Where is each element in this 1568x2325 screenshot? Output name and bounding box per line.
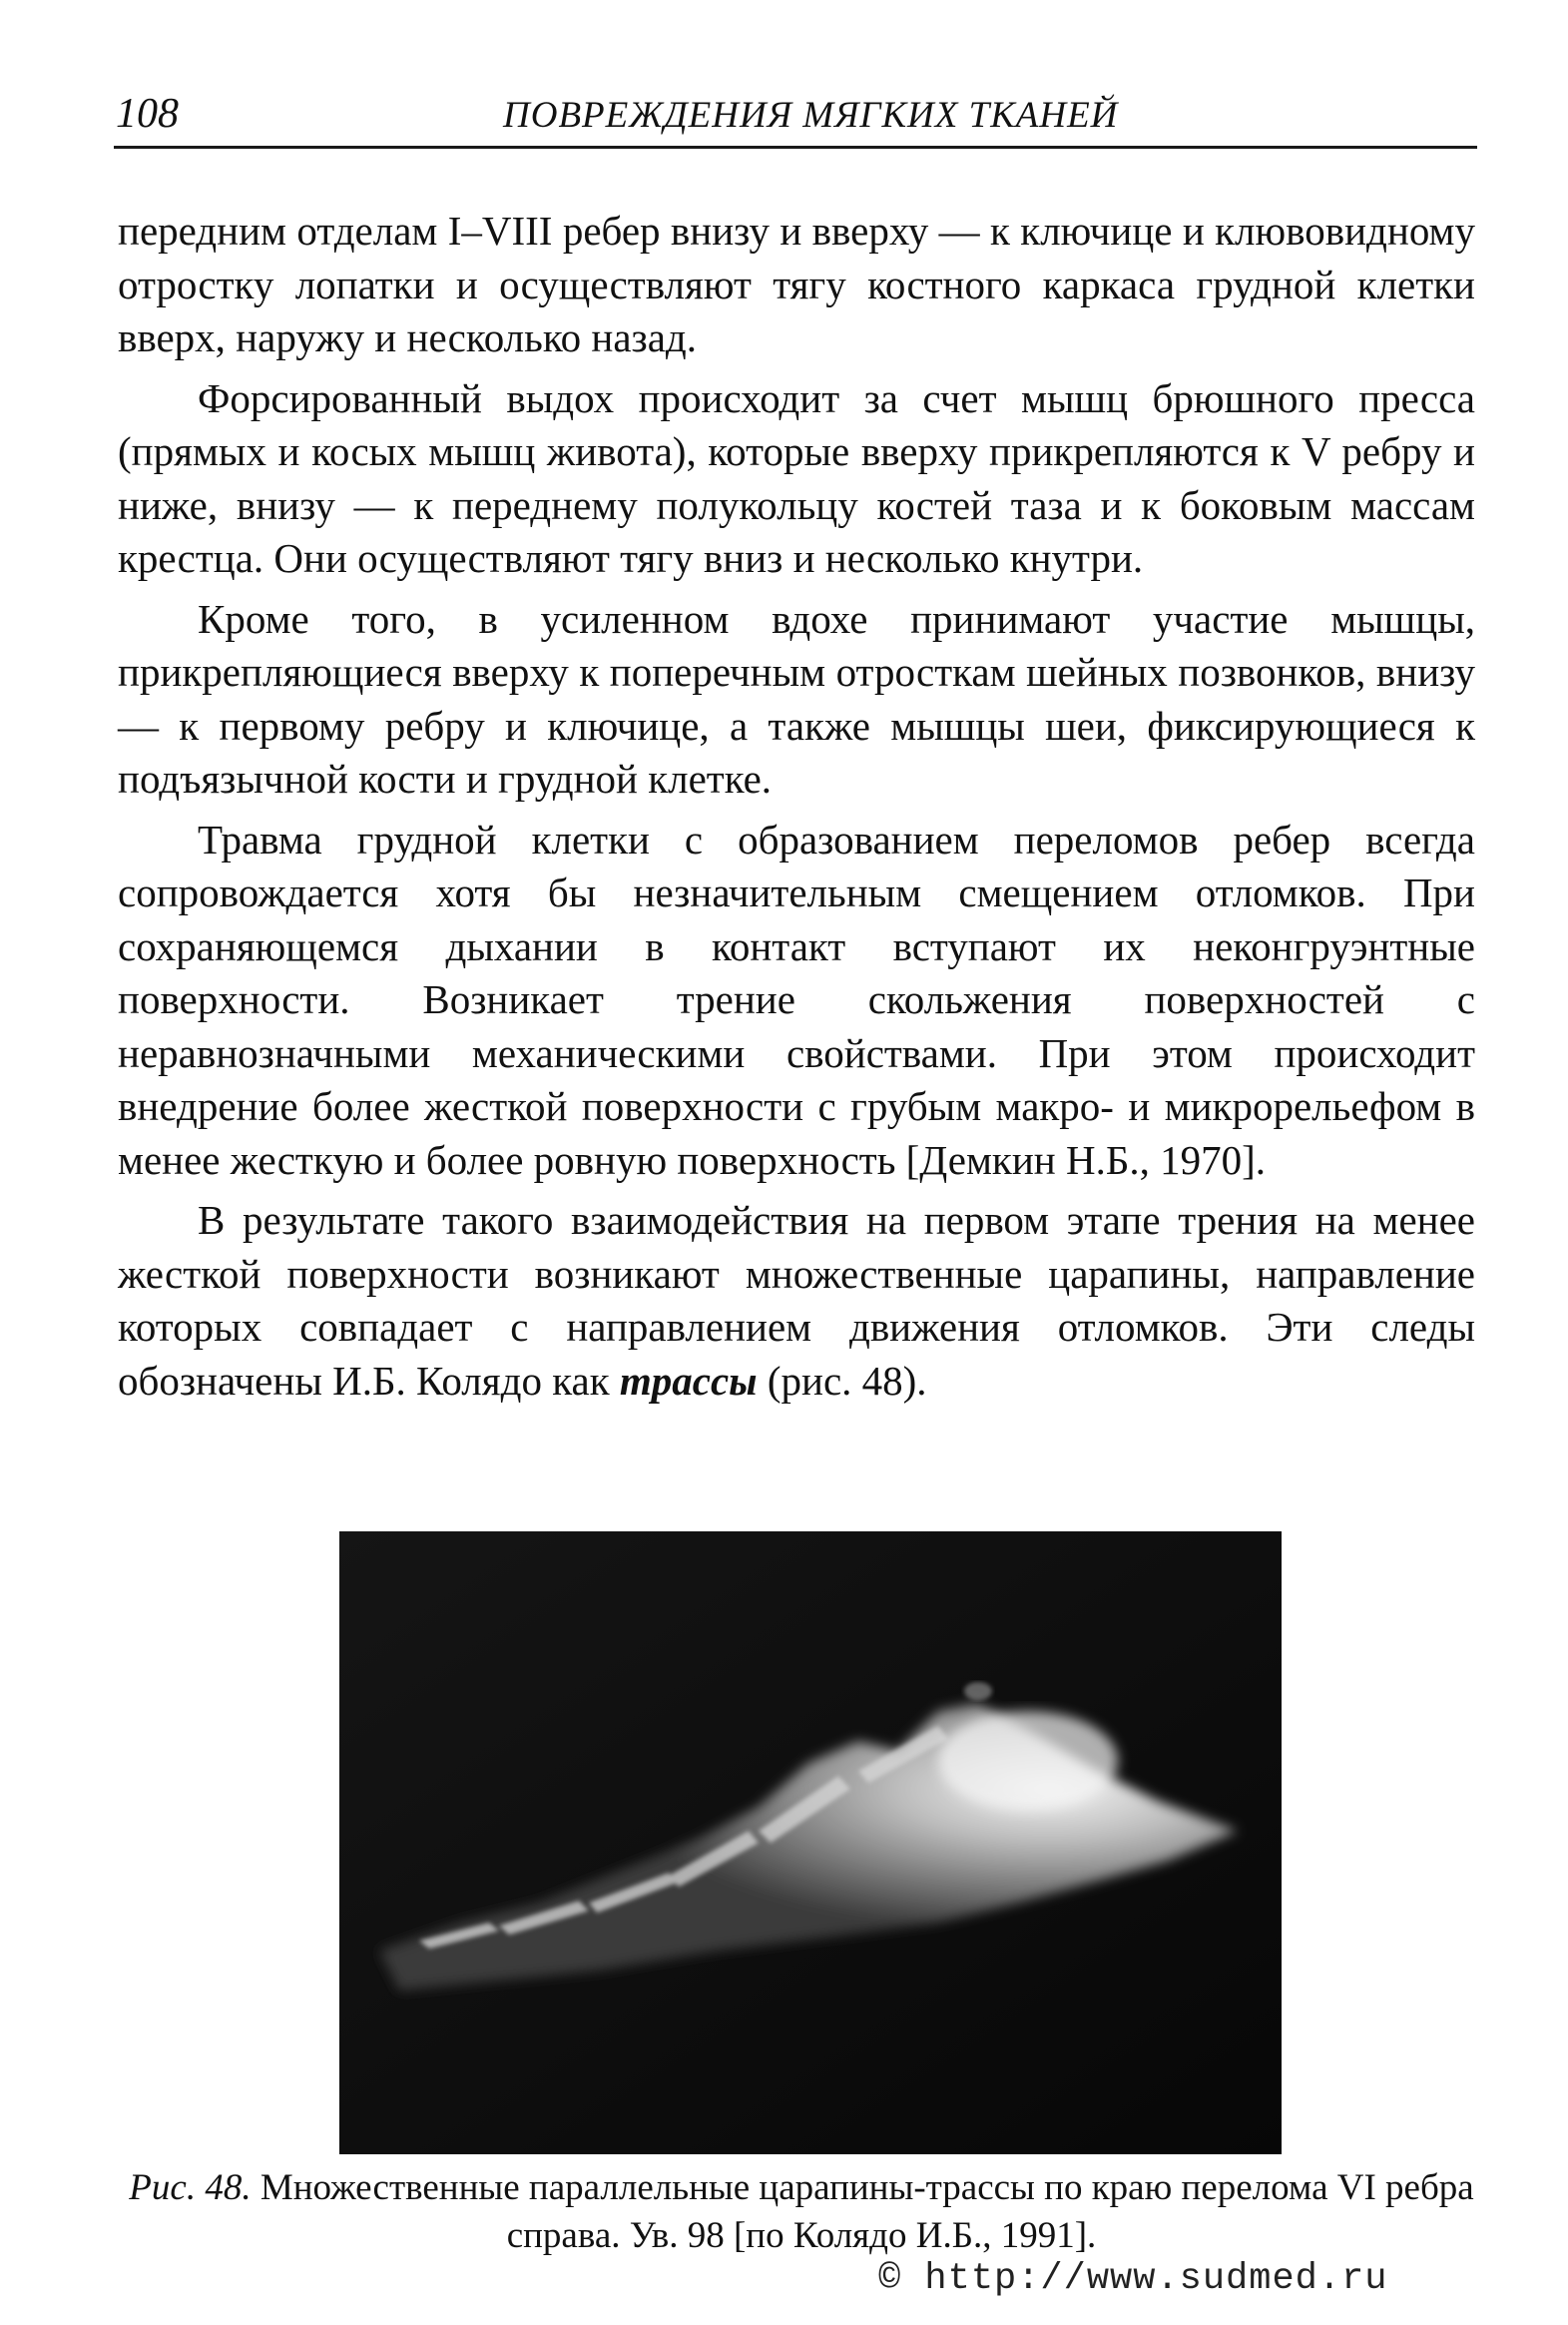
paragraph-4: Травма грудной клетки с образованием переломов ребер всегда сопровождается хотя бы незначительным смещением отломков. При сохраняющемся дыхании в контакт вступают их неконгруэнтные поверхности. Возникает трение скольжения поверхностей с неравнозначными механическими свойствами. При этом происходит внедрение более жесткой поверхности с грубым макро- и микрорельефом в менее жесткую и более ровную поверхность [Демкин Н.Б., 1970]. [118,816,1475,1183]
watermark: © http://www.sudmed.ru [878,2258,1388,2300]
paragraph-5-start: В результате такого взаимодействия на первом этапе трения на менее жесткой поверхности возникают множественные царапины, направление которых совпадает с направлением движения отломков. Эти следы обозначены И.Б. Колядо как [118,1197,1475,1404]
caption-text: Множественные параллельные царапины-трассы по краю перелома VI ребра справа. Ув. 98 [по Колядо И.Б., 1991]. [260,2167,1474,2256]
figure-48-photo [339,1531,1282,2154]
running-title: ПОВРЕЖДЕНИЯ МЯГКИХ ТКАНЕЙ [503,95,1119,136]
term-trassy: трассы [619,1357,758,1404]
paragraph-3: Кроме того, в усиленном вдохе принимают участие мышцы, прикрепляющиеся вверху к поперечным отросткам шейных позвонков, внизу — к первому ребру и ключице, а также мышцы шеи, фиксирующиеся к подъязычной кости и грудной клетке. [118,595,1475,802]
paragraph-1: передним отделам I–VIII ребер внизу и вверху — к ключице и клювовидному отростку лопатки и осуществляют тягу костного каркаса грудной клетки вверх, наружу и несколько назад. [118,208,1475,360]
paragraph-5-end: (рис. 48). [767,1357,927,1404]
page-header [114,90,1477,149]
caption-label: Рис. 48. [129,2167,252,2208]
paragraph-2: Форсированный выдох происходит за счет мышц брюшного пресса (прямых и косых мышц живота), которые вверху прикрепляются к V ребру и ниже, внизу — к переднему полукольцу костей таза и к боковым массам крестца. Они осуществляют тягу вниз и несколько кнутри. [118,374,1475,581]
page-number: 108 [116,91,179,137]
paragraph-5 [118,1194,1475,1408]
body-text [118,205,1475,1408]
micrograph-image [339,1531,1282,2154]
figure-caption [128,2164,1475,2260]
